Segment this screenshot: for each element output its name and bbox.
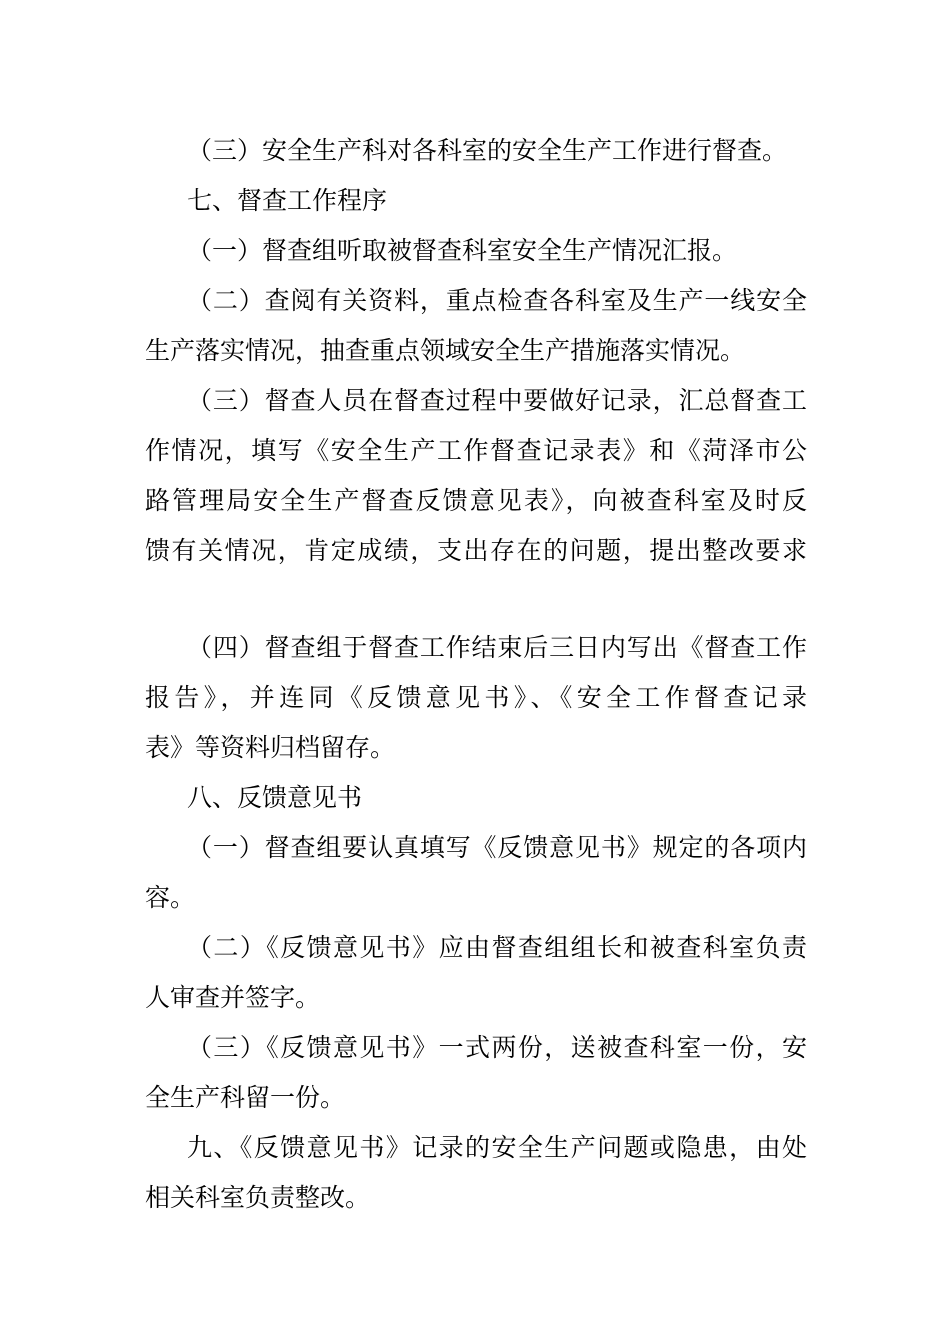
section-heading: 九、《反馈意见书》记录的安全生产问题或隐患，由处 bbox=[187, 1133, 807, 1162]
paragraph-line: 报告》，并连同《反馈意见书》、《安全工作督查记录 bbox=[145, 683, 807, 712]
paragraph-line: （二）《反馈意见书》应由督查组组长和被查科室负责 bbox=[187, 933, 807, 962]
paragraph-line: （三）《反馈意见书》一式两份，送被查科室一份，安 bbox=[187, 1033, 807, 1062]
section-heading: 八、反馈意见书 bbox=[187, 783, 363, 812]
paragraph-line: （四）督查组于督查工作结束后三日内写出《督查工作 bbox=[187, 633, 807, 662]
paragraph-line: 相关科室负责整改。 bbox=[145, 1183, 371, 1212]
paragraph-line: 表》等资料归档留存。 bbox=[145, 733, 396, 762]
paragraph-line: 容。 bbox=[145, 883, 196, 912]
paragraph-line: 生产落实情况，抽查重点领域安全生产措施落实情况。 bbox=[145, 336, 746, 365]
paragraph-line: 作情况，填写《安全生产工作督查记录表》和《菏泽市公 bbox=[145, 436, 807, 465]
paragraph-line: （一）督查组要认真填写《反馈意见书》规定的各项内 bbox=[187, 833, 807, 862]
paragraph-line: 全生产科留一份。 bbox=[145, 1083, 346, 1112]
paragraph-line: 人审查并签字。 bbox=[145, 983, 321, 1012]
paragraph-line: （三）督查人员在督查过程中要做好记录，汇总督查工 bbox=[187, 386, 807, 415]
paragraph-line: 路管理局安全生产督查反馈意见表》，向被查科室及时反 bbox=[145, 486, 807, 515]
paragraph-line: 馈有关情况，肯定成绩，支出存在的问题，提出整改要求 bbox=[145, 536, 807, 565]
paragraph-line: （一）督查组听取被督查科室安全生产情况汇报。 bbox=[187, 236, 738, 265]
section-heading: 七、督查工作程序 bbox=[187, 186, 388, 215]
paragraph-line: （三）安全生产科对各科室的安全生产工作进行督查。 bbox=[187, 136, 788, 165]
paragraph-line: （二）查阅有关资料，重点检查各科室及生产一线安全 bbox=[187, 286, 807, 315]
